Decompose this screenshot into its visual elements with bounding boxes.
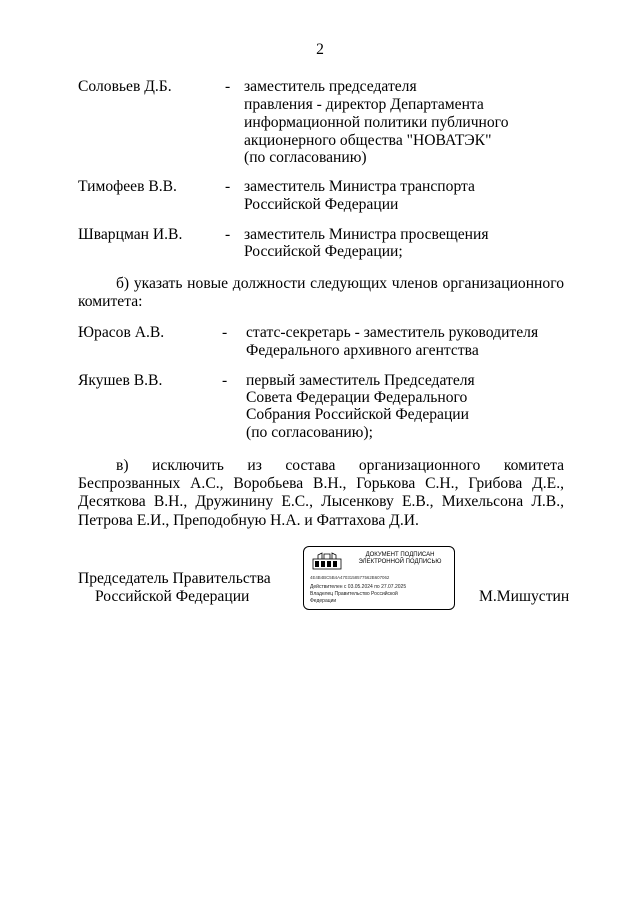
member-dash: -: [222, 324, 228, 341]
stamp-header: [348, 552, 452, 566]
member-name: Соловьев Д.Б.: [78, 78, 172, 95]
signatory-title: Председатель Правительства: [78, 570, 271, 587]
paragraph-c-line: Беспрозванных А.С., Воробьева В.Н., Горькова С.Н., Грибова Д.Е.,: [78, 475, 564, 492]
member-position-line: акционерного общества "НОВАТЭК": [244, 132, 492, 149]
paragraph-c-line: Петрова Е.И., Преподобную Н.А. и Фаттахова Д.И.: [78, 512, 419, 529]
member-position-line: Федерального архивного агентства: [246, 342, 479, 359]
stamp-header-line: ЭЛЕКТРОННОЙ ПОДПИСЬЮ: [358, 559, 442, 565]
member-position-line: Российской Федерации: [244, 196, 399, 213]
member-dash: -: [225, 226, 231, 243]
member-position-line: первый заместитель Председателя: [246, 372, 475, 389]
stamp-validity: Действителен с 03.05.2024 по 27.07.2025: [310, 584, 407, 590]
member-dash: -: [225, 178, 231, 195]
stamp-header-line: ДОКУМЕНТ ПОДПИСАН: [365, 552, 435, 558]
stamp-issuer: Владелец Правительство Российской: [310, 591, 398, 597]
member-position-line: заместитель председателя: [244, 78, 417, 95]
stamp-issuer: Федерации: [310, 598, 337, 604]
coat-of-arms-icon: [312, 552, 342, 570]
stamp-serial: 4E4B4BC5B4A4703158577562B607062: [310, 575, 390, 580]
member-position-line: Совета Федерации Федерального: [246, 389, 468, 406]
member-dash: -: [225, 78, 231, 95]
paragraph-c-line: в) исключить из состава организационного комитета: [116, 457, 564, 474]
member-name: Тимофеев В.В.: [78, 178, 177, 195]
paragraph-b-line: комитета:: [78, 293, 143, 310]
member-position-line: (по согласованию): [244, 149, 367, 166]
electronic-signature-stamp: [303, 546, 455, 610]
member-position-line: заместитель Министра транспорта: [244, 178, 475, 195]
member-position-line: Собрания Российской Федерации: [246, 406, 470, 423]
member-dash: -: [222, 372, 228, 389]
member-position-line: Российской Федерации;: [244, 243, 403, 260]
member-name: Шварцман И.В.: [78, 226, 183, 243]
member-position-line: (по согласованию);: [246, 424, 373, 441]
paragraph-c-line: Десяткова В.Н., Дружинину Е.С., Лысенкову Е.В., Михельсона Л.В.,: [78, 493, 564, 510]
member-position-line: информационной политики публичного: [244, 114, 509, 131]
member-name: Якушев В.В.: [78, 372, 163, 389]
member-name: Юрасов А.В.: [78, 324, 165, 341]
page-number: 2: [316, 41, 324, 58]
member-position-line: заместитель Министра просвещения: [244, 226, 489, 243]
paragraph-b-line: б) указать новые должности следующих членов организационного: [116, 275, 564, 292]
signatory-title: Российской Федерации: [95, 588, 250, 605]
signatory-name: М.Мишустин: [479, 588, 570, 605]
member-position-line: статс-секретарь - заместитель руководителя: [246, 324, 539, 341]
member-position-line: правления - директор Департамента: [244, 96, 484, 113]
